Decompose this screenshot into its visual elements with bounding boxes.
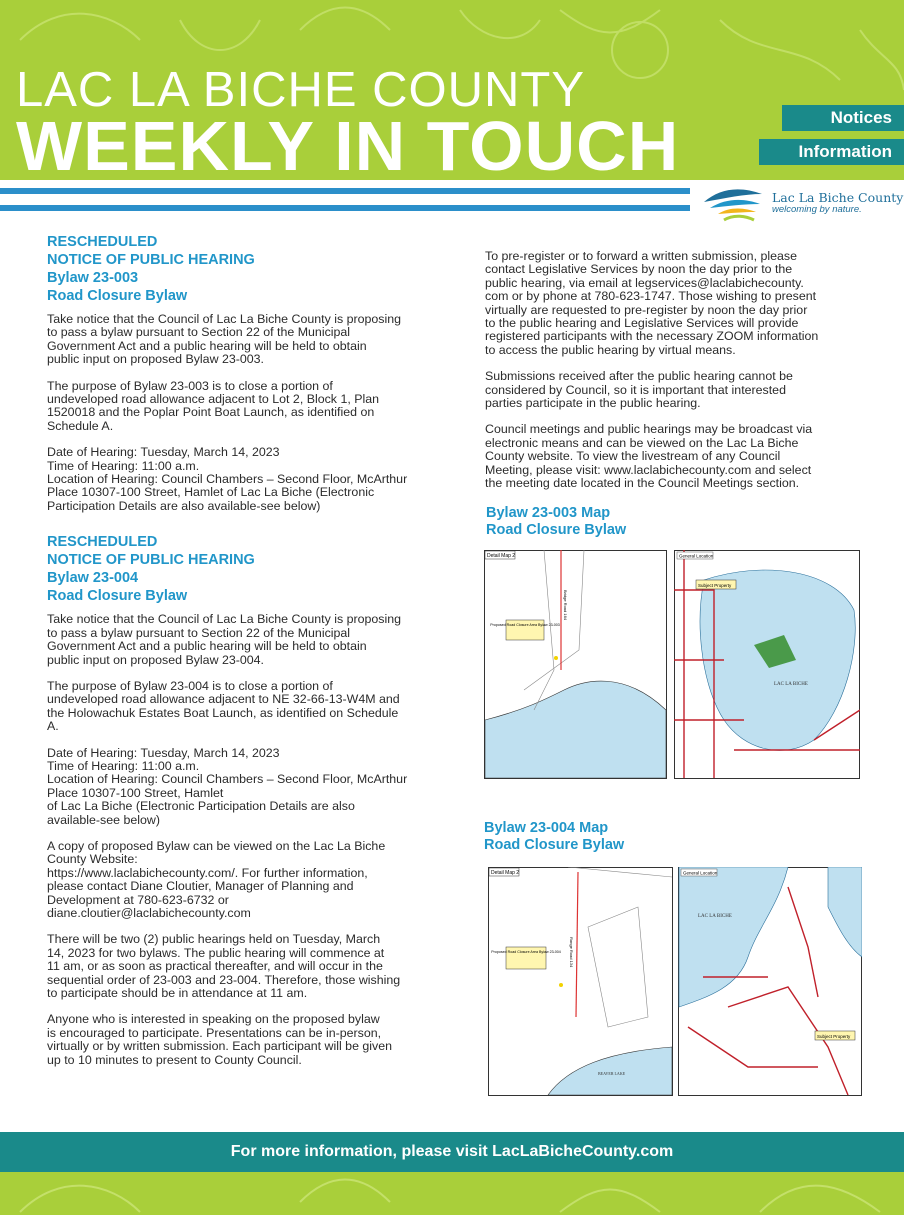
map2-subject-label: Subject Property bbox=[817, 1034, 851, 1039]
livestream-info: Council meetings and public hearings may be broadcast via electronic means and can be viewed on the Lac La Biche County website. To view the livestream of any Council Meeting, please visit: www.laclabichecounty.com and select the meeting date located in the Council Meetings section. bbox=[485, 422, 813, 491]
county-logo bbox=[700, 180, 904, 226]
map1-heading: Bylaw 23-003 Map Road Closure Bylaw bbox=[486, 505, 627, 538]
notice2-paragraph: The purpose of Bylaw 23-004 is to close a portion of undeveloped road allowance adjacent to NE 32-66-13-W4M and the Holowachuk Estates Boat Launch, as identified on Schedule A. bbox=[47, 678, 400, 734]
map2-beaver-lake-label: BEAVER LAKE bbox=[598, 1071, 626, 1076]
map2-figure bbox=[488, 867, 862, 1102]
map1-general-label: General Location bbox=[679, 553, 714, 559]
notice2-heading: RESCHEDULED NOTICE OF PUBLIC HEARING Bylaw 23-004 Road Closure Bylaw bbox=[47, 534, 255, 605]
map2-detail-label: Detail Map 2 bbox=[491, 870, 520, 876]
footer-banner: For more information, please visit LacLaBicheCounty.com bbox=[0, 1132, 904, 1172]
hearings-order-info: There will be two (2) public hearings held on Tuesday, March 14, 2023 for two bylaws. The public hearing will commence at 11 am, or as soon as practical thereafter, and will occur in the sequential order of 23-003 and 23-004. Therefore, those wishing to participate should be in attendance at 11 am. bbox=[47, 932, 401, 1001]
submissions-info: Submissions received after the public hearing cannot be considered by Council, so it is important that interested parties participate in the public hearing. bbox=[485, 369, 793, 411]
notice2-paragraph: Take notice that the Council of Lac La Biche County is proposing to pass a bylaw pursuant to Section 22 of the Municipal Government Act and a public hearing will be held to obtain public input on proposed Bylaw 23-004. bbox=[47, 612, 402, 667]
left-column bbox=[47, 233, 442, 1080]
logo-tagline: welcoming by nature. bbox=[772, 204, 862, 215]
right-column bbox=[485, 250, 855, 504]
notice1-hearing-details: Date of Hearing: Tuesday, March 14, 2023 Time of Hearing: 11:00 a.m. Location of Hearing: Council Chambers – Second Floor, McArthur Place 10307-100 Street, Hamlet of Lac La Biche (Electronic Participation Details are also available-see below) bbox=[47, 445, 408, 513]
preregister-info: To pre-register or to forward a written submission, please contact Legislative Services by noon the day prior to the public hearing, via email at legservices@laclabichecounty. com or by phone at 780-623-1747. Those wishing to present virtually are requested to pre-register by noon the day prior to the public hearing and Legislative Services will provide registered participants with the necessary ZOOM information to access the public hearing by virtual means. bbox=[485, 249, 819, 357]
notice1-paragraph: The purpose of Bylaw 23-003 is to close a portion of undeveloped road allowance adjacent to Lot 2, Block 1, Plan 1520018 and the Poplar Point Boat Launch, as identified on Schedule A. bbox=[47, 378, 380, 433]
participation-info: Anyone who is interested in speaking on the proposed bylaw is encouraged to participate. Presentations can be in-person, virtually or by written submission. Each participant will be given up to 10 minutes to present to County Council. bbox=[47, 1012, 393, 1067]
map1-subject-label: Subject Property bbox=[698, 583, 732, 588]
notice1-paragraph: Take notice that the Council of Lac La Biche County is proposing to pass a bylaw pursuant to Section 22 of the Municipal Government Act and a public hearing will be held to obtain public input on proposed Bylaw 23-003. bbox=[47, 312, 402, 367]
logo-name: Lac La Biche County bbox=[772, 190, 904, 205]
county-logo-icon bbox=[700, 180, 768, 226]
footer-leaf-pattern bbox=[0, 1172, 904, 1215]
map1-caption bbox=[486, 778, 666, 782]
information-tag: Information bbox=[759, 139, 904, 165]
map2-closure-label: Proposed Road Closure Area Bylaw 23-004 bbox=[491, 950, 561, 954]
map1-lake-label: LAC LA BICHE bbox=[774, 682, 808, 687]
notices-tag: Notices bbox=[782, 105, 904, 131]
map2-lake-label: LAC LA BICHE bbox=[698, 914, 732, 919]
notice1-heading: RESCHEDULED NOTICE OF PUBLIC HEARING Bylaw 23-003 Road Closure Bylaw bbox=[47, 234, 255, 304]
leaf-pattern-decoration bbox=[0, 1172, 904, 1215]
map1-closure-label: Proposed Road Closure Area Bylaw 23-003 bbox=[490, 623, 560, 627]
map2-general-label: General Location bbox=[683, 870, 718, 876]
map2-heading: Bylaw 23-004 Map Road Closure Bylaw bbox=[484, 820, 625, 853]
map1-road-label: Bridge Road 164 bbox=[563, 590, 568, 621]
newsletter-title: WEEKLY IN TOUCH bbox=[16, 107, 680, 180]
county-title: LAC LA BICHE COUNTY bbox=[16, 63, 586, 117]
notice2-hearing-details: Date of Hearing: Tuesday, March 14, 2023 Time of Hearing: 11:00 a.m. Location of Hearing: Council Chambers – Second Floor, McArthur Place 10307-100 Street, Hamlet of Lac La Biche (Electronic Participation Details are also available-see below) bbox=[47, 745, 408, 827]
map1-detail-label: Detail Map 2 bbox=[487, 553, 516, 559]
bylaw-website-info: A copy of proposed Bylaw can be viewed on the Lac La Biche County Website: https://www.laclabichecounty.com/. For further information, please contact Diane Cloutier, Manager of Planning and Development at 780-623-6732 or diane.cloutier@laclabichecounty.com bbox=[47, 838, 386, 920]
map1-figure bbox=[484, 550, 860, 795]
map2-road-label: Range Road 134 bbox=[569, 937, 574, 968]
